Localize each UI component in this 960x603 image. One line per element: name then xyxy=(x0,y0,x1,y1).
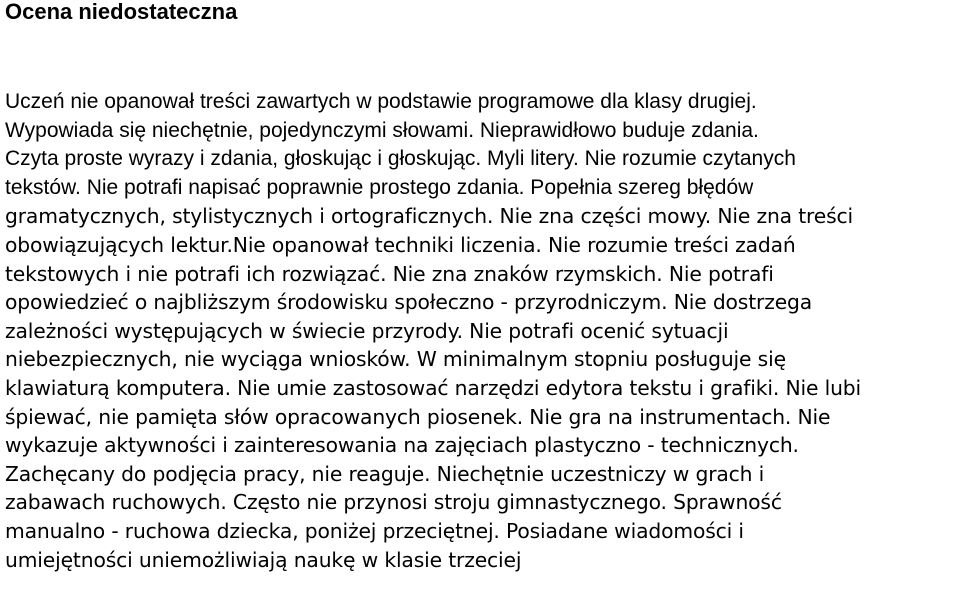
text-line: Uczeń nie opanował treści zawartych w podstawie programowe dla klasy drugiej. xyxy=(5,90,757,113)
text-line: gramatycznych, stylistycznych i ortograficznych. Nie zna części mowy. Nie zna treści xyxy=(5,204,854,229)
text-line: Czyta proste wyrazy i zdania, głoskując i głoskując. Myli litery. Nie rozumie czytanych xyxy=(5,147,796,171)
text-line: wykazuje aktywności i zainteresowania na zajęciach plastyczno - technicznych. xyxy=(5,433,799,458)
text-line: klawiaturą komputera. Nie umie zastosować narzędzi edytora tekstu i grafiki. Nie lubi xyxy=(5,375,861,400)
text-line: opowiedzieć o najbliższym środowisku społeczno - przyrodniczym. Nie dostrzega xyxy=(5,290,813,315)
text-line: tekstów. Nie potrafi napisać poprawnie prostego zdania. Popełnia szereg błędów xyxy=(5,175,754,199)
text-line: zabawach ruchowych. Często nie przynosi stroju gimnastycznego. Sprawność xyxy=(5,490,782,515)
text-line: tekstowych i nie potrafi ich rozwiązać. Nie zna znaków rzymskich. Nie potrafi xyxy=(5,261,774,286)
text-line: manualno - ruchowa dziecka, poniżej przeciętnej. Posiadane wiadomości i xyxy=(5,518,744,543)
text-line: śpiewać, nie pamięta słów opracowanych piosenek. Nie gra na instrumentach. Nie xyxy=(5,404,831,429)
text-line: Wypowiada się niechętnie, pojedynczymi słowami. Nieprawidłowo buduje zdania. xyxy=(5,118,759,142)
text-line: obowiązujących lektur.Nie opanował techniki liczenia. Nie rozumie treści zadań xyxy=(5,232,796,257)
text-line: niebezpiecznych, nie wyciąga wniosków. W minimalnym stopniu posługuje się xyxy=(5,347,786,372)
text-line: umiejętności uniemożliwiają naukę w klasie trzeciej xyxy=(5,547,522,572)
document-body xyxy=(5,88,960,574)
page-title: Ocena niedostateczna xyxy=(5,0,238,24)
text-line: zależności występujących w świecie przyrody. Nie potrafi ocenić sytuacji xyxy=(5,318,729,343)
text-line: Zachęcany do podjęcia pracy, nie reaguje. Niechętnie uczestniczy w grach i xyxy=(5,461,765,486)
